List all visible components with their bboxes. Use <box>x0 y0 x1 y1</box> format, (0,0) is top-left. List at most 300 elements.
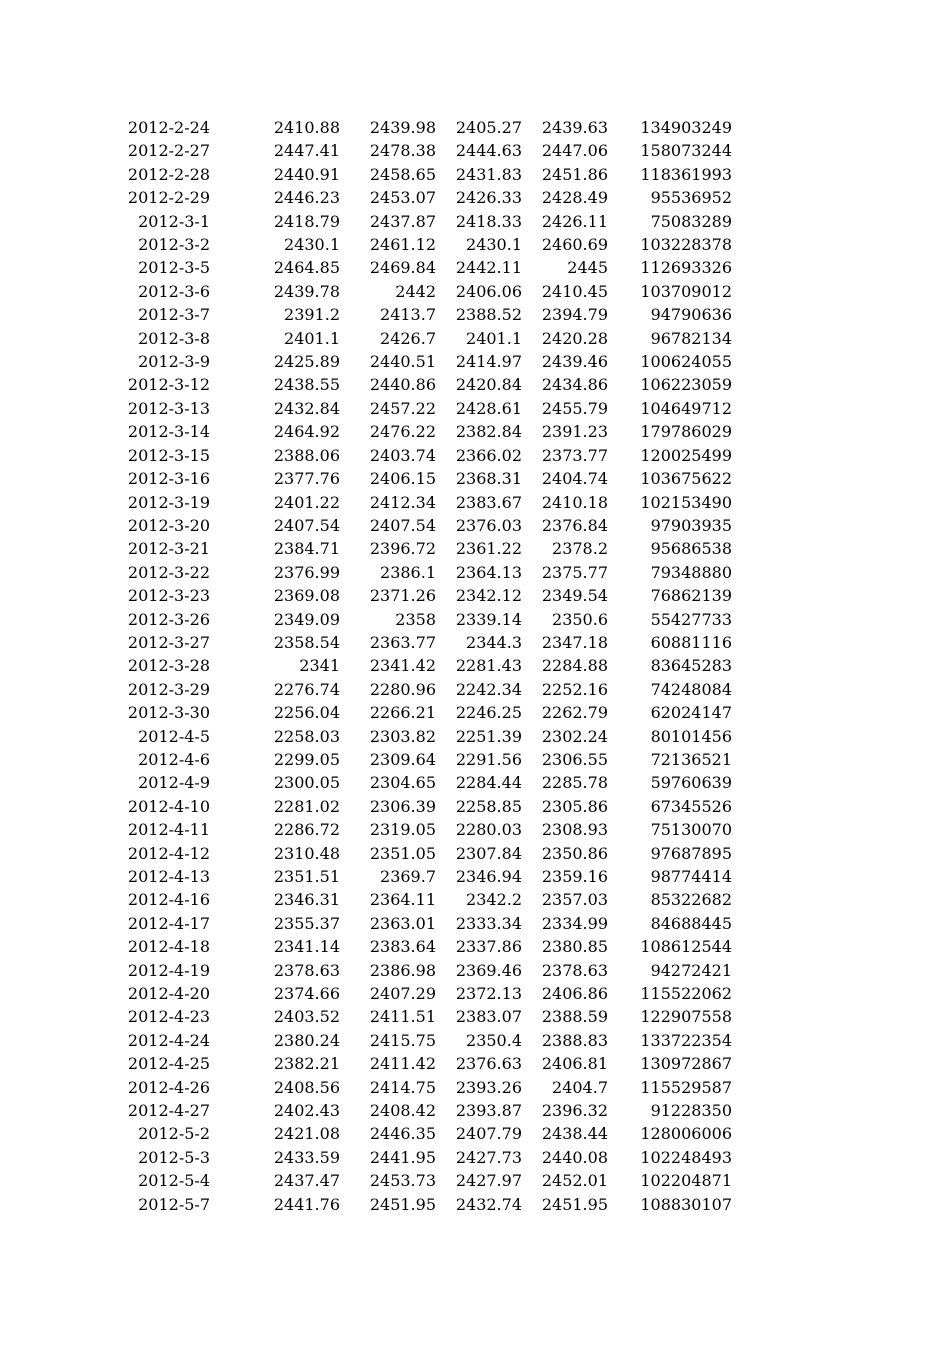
high-cell[interactable]: 2414.75 <box>369 1077 436 1097</box>
high-cell[interactable]: 2426.7 <box>380 328 436 348</box>
high-cell[interactable]: 2411.42 <box>369 1054 436 1074</box>
date-cell[interactable]: 2012-2-29 <box>127 188 210 208</box>
low-cell[interactable]: 2382.84 <box>455 422 522 442</box>
high-cell[interactable]: 2408.42 <box>369 1101 436 1121</box>
close-cell[interactable]: 2350.6 <box>552 609 608 629</box>
volume-cell[interactable]: 108612544 <box>640 937 732 957</box>
date-cell[interactable]: 2012-3-27 <box>127 632 210 652</box>
open-cell[interactable]: 2441.76 <box>273 1194 340 1214</box>
open-cell[interactable]: 2410.88 <box>273 118 340 137</box>
open-cell[interactable]: 2258.03 <box>273 726 340 746</box>
open-cell[interactable]: 2276.74 <box>273 679 340 699</box>
table-row <box>0 491 732 514</box>
close-cell[interactable]: 2452.01 <box>541 1171 608 1191</box>
high-cell[interactable]: 2469.84 <box>369 258 436 278</box>
close-cell[interactable]: 2305.86 <box>541 796 608 816</box>
table-row <box>0 865 732 888</box>
table-row <box>0 444 732 467</box>
close-cell[interactable]: 2406.86 <box>541 984 608 1004</box>
low-cell[interactable]: 2427.97 <box>455 1171 522 1191</box>
close-cell[interactable]: 2306.55 <box>541 749 608 769</box>
date-cell[interactable]: 2012-3-23 <box>127 586 210 606</box>
volume-cell[interactable]: 103709012 <box>640 281 732 301</box>
date-cell[interactable]: 2012-3-20 <box>127 515 210 535</box>
close-cell[interactable]: 2410.18 <box>541 492 608 512</box>
open-cell[interactable]: 2391.2 <box>284 305 340 325</box>
open-cell[interactable]: 2286.72 <box>273 820 340 840</box>
volume-cell[interactable]: 59760639 <box>650 773 732 793</box>
date-cell[interactable]: 2012-3-19 <box>127 492 210 512</box>
close-cell[interactable]: 2359.16 <box>541 867 608 886</box>
open-cell[interactable]: 2464.85 <box>273 258 340 278</box>
open-cell[interactable]: 2408.56 <box>273 1077 340 1097</box>
volume-cell[interactable]: 76862139 <box>650 586 732 606</box>
close-cell[interactable]: 2373.77 <box>541 445 608 465</box>
table-row <box>0 1029 732 1052</box>
high-cell[interactable]: 2411.51 <box>369 1007 436 1027</box>
date-cell[interactable]: 2012-4-16 <box>127 890 210 910</box>
high-cell[interactable]: 2437.87 <box>369 211 436 231</box>
high-cell[interactable]: 2413.7 <box>380 305 436 325</box>
close-cell[interactable]: 2445 <box>567 258 608 278</box>
date-cell[interactable]: 2012-4-5 <box>138 726 210 746</box>
close-cell[interactable]: 2396.32 <box>541 1101 608 1121</box>
close-cell[interactable]: 2376.84 <box>541 515 608 535</box>
close-cell[interactable]: 2334.99 <box>541 913 608 933</box>
close-cell[interactable]: 2438.44 <box>541 1124 608 1144</box>
high-cell[interactable]: 2412.34 <box>369 492 436 512</box>
date-cell[interactable]: 2012-4-26 <box>127 1077 210 1097</box>
volume-cell[interactable]: 84688445 <box>650 913 732 933</box>
low-cell[interactable]: 2383.67 <box>455 492 522 512</box>
high-cell[interactable]: 2442 <box>395 281 436 301</box>
low-cell[interactable]: 2405.27 <box>455 118 522 137</box>
close-cell[interactable]: 2426.11 <box>541 211 608 231</box>
date-cell[interactable]: 2012-4-23 <box>127 1007 210 1027</box>
volume-cell[interactable]: 120025499 <box>640 445 732 465</box>
high-cell[interactable]: 2358 <box>395 609 436 629</box>
open-cell[interactable]: 2446.23 <box>273 188 340 208</box>
high-cell[interactable]: 2303.82 <box>369 726 436 746</box>
high-cell[interactable]: 2309.64 <box>369 749 436 769</box>
date-cell[interactable]: 2012-3-2 <box>138 235 210 255</box>
low-cell[interactable]: 2307.84 <box>455 843 522 863</box>
table-row <box>0 233 732 256</box>
open-cell[interactable]: 2369.08 <box>273 586 340 606</box>
high-cell[interactable]: 2396.72 <box>369 539 436 559</box>
low-cell[interactable]: 2427.73 <box>455 1147 522 1167</box>
low-cell[interactable]: 2414.97 <box>455 352 522 372</box>
open-cell[interactable]: 2440.91 <box>273 164 340 184</box>
low-cell[interactable]: 2376.63 <box>455 1054 522 1074</box>
date-cell[interactable]: 2012-4-25 <box>127 1054 210 1074</box>
volume-cell[interactable]: 97903935 <box>650 515 732 535</box>
volume-cell[interactable]: 158073244 <box>640 141 732 161</box>
volume-cell[interactable]: 106223059 <box>640 375 732 395</box>
low-cell[interactable]: 2407.79 <box>455 1124 522 1144</box>
high-cell[interactable]: 2363.01 <box>369 913 436 933</box>
low-cell[interactable]: 2242.34 <box>455 679 522 699</box>
high-cell[interactable]: 2453.07 <box>369 188 436 208</box>
date-cell[interactable]: 2012-3-21 <box>127 539 210 559</box>
table-row <box>0 186 732 209</box>
close-cell[interactable]: 2357.03 <box>541 890 608 910</box>
open-cell[interactable]: 2401.22 <box>273 492 340 512</box>
close-cell[interactable]: 2460.69 <box>541 235 608 255</box>
date-cell[interactable]: 2012-5-7 <box>138 1194 210 1214</box>
low-cell[interactable]: 2342.12 <box>455 586 522 606</box>
high-cell[interactable]: 2461.12 <box>369 235 436 255</box>
open-cell[interactable]: 2300.05 <box>273 773 340 793</box>
high-cell[interactable]: 2364.11 <box>369 890 436 910</box>
low-cell[interactable]: 2346.94 <box>455 867 522 886</box>
low-cell[interactable]: 2428.61 <box>455 398 522 418</box>
volume-cell[interactable]: 122907558 <box>640 1007 732 1027</box>
close-cell[interactable]: 2404.74 <box>541 469 608 489</box>
high-cell[interactable]: 2319.05 <box>369 820 436 840</box>
table-row <box>0 701 732 724</box>
open-cell[interactable]: 2430.1 <box>284 235 340 255</box>
open-cell[interactable]: 2402.43 <box>273 1101 340 1121</box>
date-cell[interactable]: 2012-5-2 <box>138 1124 210 1144</box>
table-row <box>0 678 732 701</box>
volume-cell[interactable]: 60881116 <box>650 632 732 652</box>
open-cell[interactable]: 2418.79 <box>273 211 340 231</box>
date-cell[interactable]: 2012-4-27 <box>127 1101 210 1121</box>
date-cell[interactable]: 2012-3-26 <box>127 609 210 629</box>
high-cell[interactable]: 2341.42 <box>369 656 436 676</box>
open-cell[interactable]: 2378.63 <box>273 960 340 980</box>
open-cell[interactable]: 2374.66 <box>273 984 340 1004</box>
open-cell[interactable]: 2341.14 <box>273 937 340 957</box>
table-row <box>0 163 732 186</box>
date-cell[interactable]: 2012-3-5 <box>138 258 210 278</box>
open-cell[interactable]: 2377.76 <box>273 469 340 489</box>
date-cell[interactable]: 2012-4-6 <box>138 749 210 769</box>
close-cell[interactable]: 2394.79 <box>541 305 608 325</box>
table-row <box>0 420 732 443</box>
volume-cell[interactable]: 94790636 <box>650 305 732 325</box>
close-cell[interactable]: 2378.2 <box>552 539 608 559</box>
high-cell[interactable]: 2406.15 <box>369 469 436 489</box>
volume-cell[interactable]: 79348880 <box>650 562 732 582</box>
open-cell[interactable]: 2384.71 <box>273 539 340 559</box>
close-cell[interactable]: 2439.63 <box>541 118 608 137</box>
high-cell[interactable]: 2351.05 <box>369 843 436 863</box>
date-cell[interactable]: 2012-3-16 <box>127 469 210 489</box>
open-cell[interactable]: 2407.54 <box>273 515 340 535</box>
close-cell[interactable]: 2252.16 <box>541 679 608 699</box>
date-cell[interactable]: 2012-2-24 <box>127 118 210 137</box>
low-cell[interactable]: 2444.63 <box>455 141 522 161</box>
date-cell[interactable]: 2012-4-13 <box>127 867 210 886</box>
low-cell[interactable]: 2401.1 <box>466 328 522 348</box>
date-cell[interactable]: 2012-3-6 <box>138 281 210 301</box>
volume-cell[interactable]: 102153490 <box>640 492 732 512</box>
close-cell[interactable]: 2439.46 <box>541 352 608 372</box>
date-cell[interactable]: 2012-2-27 <box>127 141 210 161</box>
date-cell[interactable]: 2012-4-24 <box>127 1030 210 1050</box>
close-cell[interactable]: 2388.59 <box>541 1007 608 1027</box>
volume-cell[interactable]: 83645283 <box>650 656 732 676</box>
low-cell[interactable]: 2388.52 <box>455 305 522 325</box>
open-cell[interactable]: 2425.89 <box>273 352 340 372</box>
open-cell[interactable]: 2382.21 <box>273 1054 340 1074</box>
high-cell[interactable]: 2386.1 <box>380 562 436 582</box>
close-cell[interactable]: 2308.93 <box>541 820 608 840</box>
date-cell[interactable]: 2012-3-22 <box>127 562 210 582</box>
low-cell[interactable]: 2281.43 <box>455 656 522 676</box>
open-cell[interactable]: 2388.06 <box>273 445 340 465</box>
volume-cell[interactable]: 75130070 <box>650 820 732 840</box>
high-cell[interactable]: 2440.86 <box>369 375 436 395</box>
high-cell[interactable]: 2371.26 <box>369 586 436 606</box>
close-cell[interactable]: 2451.95 <box>541 1194 608 1214</box>
close-cell[interactable]: 2447.06 <box>541 141 608 161</box>
date-cell[interactable]: 2012-3-28 <box>127 656 210 676</box>
low-cell[interactable]: 2350.4 <box>466 1030 522 1050</box>
open-cell[interactable]: 2464.92 <box>273 422 340 442</box>
open-cell[interactable]: 2438.55 <box>273 375 340 395</box>
volume-cell[interactable]: 104649712 <box>640 398 732 418</box>
volume-cell[interactable]: 94272421 <box>650 960 732 980</box>
low-cell[interactable]: 2393.26 <box>455 1077 522 1097</box>
close-cell[interactable]: 2451.86 <box>541 164 608 184</box>
open-cell[interactable]: 2439.78 <box>273 281 340 301</box>
open-cell[interactable]: 2358.54 <box>273 632 340 652</box>
volume-cell[interactable]: 95686538 <box>650 539 732 559</box>
table-row <box>0 959 732 982</box>
low-cell[interactable]: 2291.56 <box>455 749 522 769</box>
close-cell[interactable]: 2285.78 <box>541 773 608 793</box>
high-cell[interactable]: 2407.29 <box>369 984 436 1004</box>
high-cell[interactable]: 2441.95 <box>369 1147 436 1167</box>
low-cell[interactable]: 2369.46 <box>455 960 522 980</box>
low-cell[interactable]: 2420.84 <box>455 375 522 395</box>
date-cell[interactable]: 2012-3-13 <box>127 398 210 418</box>
low-cell[interactable]: 2280.03 <box>455 820 522 840</box>
low-cell[interactable]: 2368.31 <box>455 469 522 489</box>
close-cell[interactable]: 2455.79 <box>541 398 608 418</box>
open-cell[interactable]: 2432.84 <box>273 398 340 418</box>
low-cell[interactable]: 2393.87 <box>455 1101 522 1121</box>
date-cell[interactable]: 2012-4-20 <box>127 984 210 1004</box>
date-cell[interactable]: 2012-5-4 <box>138 1171 210 1191</box>
low-cell[interactable]: 2246.25 <box>455 703 522 723</box>
volume-cell[interactable]: 100624055 <box>640 352 732 372</box>
low-cell[interactable]: 2333.34 <box>455 913 522 933</box>
low-cell[interactable]: 2431.83 <box>455 164 522 184</box>
table-row <box>0 373 732 396</box>
close-cell[interactable]: 2378.63 <box>541 960 608 980</box>
volume-cell[interactable]: 85322682 <box>650 890 732 910</box>
volume-cell[interactable]: 74248084 <box>650 679 732 699</box>
date-cell[interactable]: 2012-3-14 <box>127 422 210 442</box>
close-cell[interactable]: 2440.08 <box>541 1147 608 1167</box>
close-cell[interactable]: 2380.85 <box>541 937 608 957</box>
open-cell[interactable]: 2341 <box>299 656 340 676</box>
date-cell[interactable]: 2012-2-28 <box>127 164 210 184</box>
open-cell[interactable]: 2355.37 <box>273 913 340 933</box>
low-cell[interactable]: 2383.07 <box>455 1007 522 1027</box>
date-cell[interactable]: 2012-3-15 <box>127 445 210 465</box>
volume-cell[interactable]: 67345526 <box>650 796 732 816</box>
open-cell[interactable]: 2433.59 <box>273 1147 340 1167</box>
open-cell[interactable]: 2256.04 <box>273 703 340 723</box>
close-cell[interactable]: 2284.88 <box>541 656 608 676</box>
close-cell[interactable]: 2428.49 <box>541 188 608 208</box>
open-cell[interactable]: 2346.31 <box>273 890 340 910</box>
volume-cell[interactable]: 55427733 <box>650 609 732 629</box>
high-cell[interactable]: 2451.95 <box>369 1194 436 1214</box>
low-cell[interactable]: 2364.13 <box>455 562 522 582</box>
volume-cell[interactable]: 95536952 <box>650 188 732 208</box>
high-cell[interactable]: 2458.65 <box>369 164 436 184</box>
volume-cell[interactable]: 75083289 <box>650 211 732 231</box>
close-cell[interactable]: 2410.45 <box>541 281 608 301</box>
date-cell[interactable]: 2012-3-9 <box>138 352 210 372</box>
date-cell[interactable]: 2012-5-3 <box>138 1147 210 1167</box>
low-cell[interactable]: 2366.02 <box>455 445 522 465</box>
date-cell[interactable]: 2012-4-12 <box>127 843 210 863</box>
volume-cell[interactable]: 91228350 <box>650 1101 732 1121</box>
high-cell[interactable]: 2476.22 <box>369 422 436 442</box>
volume-cell[interactable]: 115522062 <box>640 984 732 1004</box>
open-cell[interactable]: 2349.09 <box>273 609 340 629</box>
close-cell[interactable]: 2302.24 <box>541 726 608 746</box>
high-cell[interactable]: 2478.38 <box>369 141 436 161</box>
close-cell[interactable]: 2406.81 <box>541 1054 608 1074</box>
high-cell[interactable]: 2363.77 <box>369 632 436 652</box>
close-cell[interactable]: 2347.18 <box>541 632 608 652</box>
table-row <box>0 608 732 631</box>
table-row <box>0 888 732 911</box>
open-cell[interactable]: 2310.48 <box>273 843 340 863</box>
open-cell[interactable]: 2376.99 <box>273 562 340 582</box>
high-cell[interactable]: 2446.35 <box>369 1124 436 1144</box>
volume-cell[interactable]: 179786029 <box>640 422 732 442</box>
volume-cell[interactable]: 108830107 <box>640 1194 732 1214</box>
volume-cell[interactable]: 112693326 <box>640 258 732 278</box>
volume-cell[interactable]: 103675622 <box>640 469 732 489</box>
high-cell[interactable]: 2439.98 <box>369 118 436 137</box>
open-cell[interactable]: 2447.41 <box>273 141 340 161</box>
high-cell[interactable]: 2280.96 <box>369 679 436 699</box>
open-cell[interactable]: 2401.1 <box>284 328 340 348</box>
date-cell[interactable]: 2012-4-17 <box>127 913 210 933</box>
close-cell[interactable]: 2391.23 <box>541 422 608 442</box>
low-cell[interactable]: 2251.39 <box>455 726 522 746</box>
date-cell[interactable]: 2012-4-19 <box>127 960 210 980</box>
low-cell[interactable]: 2442.11 <box>455 258 522 278</box>
volume-cell[interactable]: 62024147 <box>650 703 732 723</box>
table-row <box>0 912 732 935</box>
high-cell[interactable]: 2383.64 <box>369 937 436 957</box>
close-cell[interactable]: 2262.79 <box>541 703 608 723</box>
date-cell[interactable]: 2012-3-7 <box>138 305 210 325</box>
date-cell[interactable]: 2012-3-12 <box>127 375 210 395</box>
low-cell[interactable]: 2258.85 <box>455 796 522 816</box>
close-cell[interactable]: 2434.86 <box>541 375 608 395</box>
open-cell[interactable]: 2299.05 <box>273 749 340 769</box>
low-cell[interactable]: 2284.44 <box>455 773 522 793</box>
volume-cell[interactable]: 103228378 <box>640 235 732 255</box>
low-cell[interactable]: 2342.2 <box>466 890 522 910</box>
date-cell[interactable]: 2012-3-30 <box>127 703 210 723</box>
low-cell[interactable]: 2406.06 <box>455 281 522 301</box>
high-cell[interactable]: 2403.74 <box>369 445 436 465</box>
high-cell[interactable]: 2407.54 <box>369 515 436 535</box>
low-cell[interactable]: 2426.33 <box>455 188 522 208</box>
volume-cell[interactable]: 102248493 <box>640 1147 732 1167</box>
low-cell[interactable]: 2372.13 <box>455 984 522 1004</box>
volume-cell[interactable]: 118361993 <box>640 164 732 184</box>
high-cell[interactable]: 2457.22 <box>369 398 436 418</box>
high-cell[interactable]: 2386.98 <box>369 960 436 980</box>
date-cell[interactable]: 2012-3-1 <box>138 211 210 231</box>
low-cell[interactable]: 2418.33 <box>455 211 522 231</box>
high-cell[interactable]: 2415.75 <box>369 1030 436 1050</box>
date-cell[interactable]: 2012-4-11 <box>127 820 210 840</box>
high-cell[interactable]: 2306.39 <box>369 796 436 816</box>
close-cell[interactable]: 2420.28 <box>541 328 608 348</box>
volume-cell[interactable]: 115529587 <box>640 1077 732 1097</box>
date-cell[interactable]: 2012-3-29 <box>127 679 210 699</box>
volume-cell[interactable]: 134903249 <box>640 118 732 137</box>
volume-cell[interactable]: 80101456 <box>650 726 732 746</box>
table-row <box>0 561 732 584</box>
date-cell[interactable]: 2012-4-10 <box>127 796 210 816</box>
volume-cell[interactable]: 98774414 <box>650 867 732 886</box>
low-cell[interactable]: 2361.22 <box>455 539 522 559</box>
volume-cell[interactable]: 96782134 <box>650 328 732 348</box>
close-cell[interactable]: 2350.86 <box>541 843 608 863</box>
high-cell[interactable]: 2266.21 <box>369 703 436 723</box>
table-row <box>0 327 732 350</box>
low-cell[interactable]: 2432.74 <box>455 1194 522 1214</box>
open-cell[interactable]: 2437.47 <box>273 1171 340 1191</box>
high-cell[interactable]: 2440.51 <box>369 352 436 372</box>
open-cell[interactable]: 2380.24 <box>273 1030 340 1050</box>
low-cell[interactable]: 2344.3 <box>466 632 522 652</box>
table-row <box>0 256 732 279</box>
volume-cell[interactable]: 97687895 <box>650 843 732 863</box>
open-cell[interactable]: 2281.02 <box>273 796 340 816</box>
low-cell[interactable]: 2376.03 <box>455 515 522 535</box>
high-cell[interactable]: 2304.65 <box>369 773 436 793</box>
volume-cell[interactable]: 102204871 <box>640 1171 732 1191</box>
volume-cell[interactable]: 133722354 <box>640 1030 732 1050</box>
volume-cell[interactable]: 128006006 <box>640 1124 732 1144</box>
date-cell[interactable]: 2012-4-9 <box>138 773 210 793</box>
close-cell[interactable]: 2375.77 <box>541 562 608 582</box>
date-cell[interactable]: 2012-4-18 <box>127 937 210 957</box>
close-cell[interactable]: 2404.7 <box>552 1077 608 1097</box>
volume-cell[interactable]: 130972867 <box>640 1054 732 1074</box>
close-cell[interactable]: 2349.54 <box>541 586 608 606</box>
open-cell[interactable]: 2421.08 <box>273 1124 340 1144</box>
low-cell[interactable]: 2339.14 <box>455 609 522 629</box>
low-cell[interactable]: 2337.86 <box>455 937 522 957</box>
low-cell[interactable]: 2430.1 <box>466 235 522 255</box>
open-cell[interactable]: 2403.52 <box>273 1007 340 1027</box>
close-cell[interactable]: 2388.83 <box>541 1030 608 1050</box>
open-cell[interactable]: 2351.51 <box>273 867 340 886</box>
high-cell[interactable]: 2453.73 <box>369 1171 436 1191</box>
high-cell[interactable]: 2369.7 <box>380 867 436 886</box>
volume-cell[interactable]: 72136521 <box>650 749 732 769</box>
date-cell[interactable]: 2012-3-8 <box>138 328 210 348</box>
